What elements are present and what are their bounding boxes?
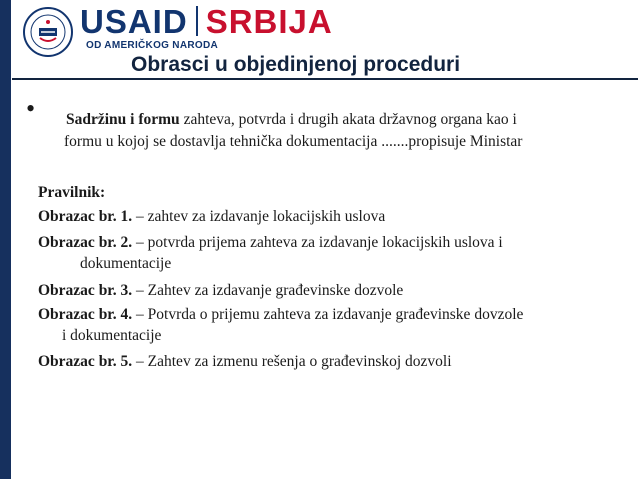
form-label: Obrazac br. 2. <box>38 234 133 251</box>
form-label: Obrazac br. 4. <box>38 306 133 323</box>
logo-separator <box>196 6 198 36</box>
title-underline <box>12 78 638 80</box>
form-item-3 <box>38 282 403 300</box>
form-item-2 <box>38 234 503 252</box>
usaid-seal-icon <box>22 6 74 58</box>
form-item-4 <box>38 306 523 324</box>
bullet-dot: • <box>26 94 36 123</box>
form-item-1 <box>38 208 385 226</box>
form-label: Obrazac br. 3. <box>38 282 133 299</box>
form-item-5 <box>38 353 452 371</box>
logo-srbija-text: SRBIJA <box>205 3 333 40</box>
form-text: – zahtev za izdavanje lokacijskih uslova <box>132 208 386 225</box>
form-label: Obrazac br. 1. <box>38 208 133 225</box>
logo-usaid-text: USAID <box>80 3 188 40</box>
bullet-rest-text: zahteva, potvrda i drugih akata državnog organa kao i <box>179 111 517 128</box>
bullet-line-2: formu u kojoj se dostavlja tehnička dokumentacija .......propisuje Ministar <box>64 133 523 150</box>
bullet-bold-text: Sadržinu i formu <box>66 111 180 128</box>
form-text: – Potvrda o prijemu zahteva za izdavanje građevinske dovzole <box>132 306 524 323</box>
form-text: – Zahtev za izdavanje građevinske dozvole <box>132 282 404 299</box>
form-label: Obrazac br. 5. <box>38 353 133 370</box>
form-item-4-continuation: i dokumentacije <box>62 327 162 344</box>
left-accent-bar <box>0 0 11 479</box>
pravilnik-heading: Pravilnik: <box>38 184 106 201</box>
form-item-2-continuation: dokumentacije <box>80 255 172 272</box>
slide-title: Obrasci u objedinjenoj proceduri <box>131 53 461 76</box>
form-text: – potvrda prijema zahteva za izdavanje lokacijskih uslova i <box>132 234 503 251</box>
bullet-line-1 <box>66 111 517 129</box>
logo-tagline: OD AMERIČKOG NARODA <box>86 40 218 51</box>
form-text: – Zahtev za izmenu rešenja o građevinskoj dozvoli <box>132 353 452 370</box>
usaid-srbija-logo <box>80 3 333 41</box>
